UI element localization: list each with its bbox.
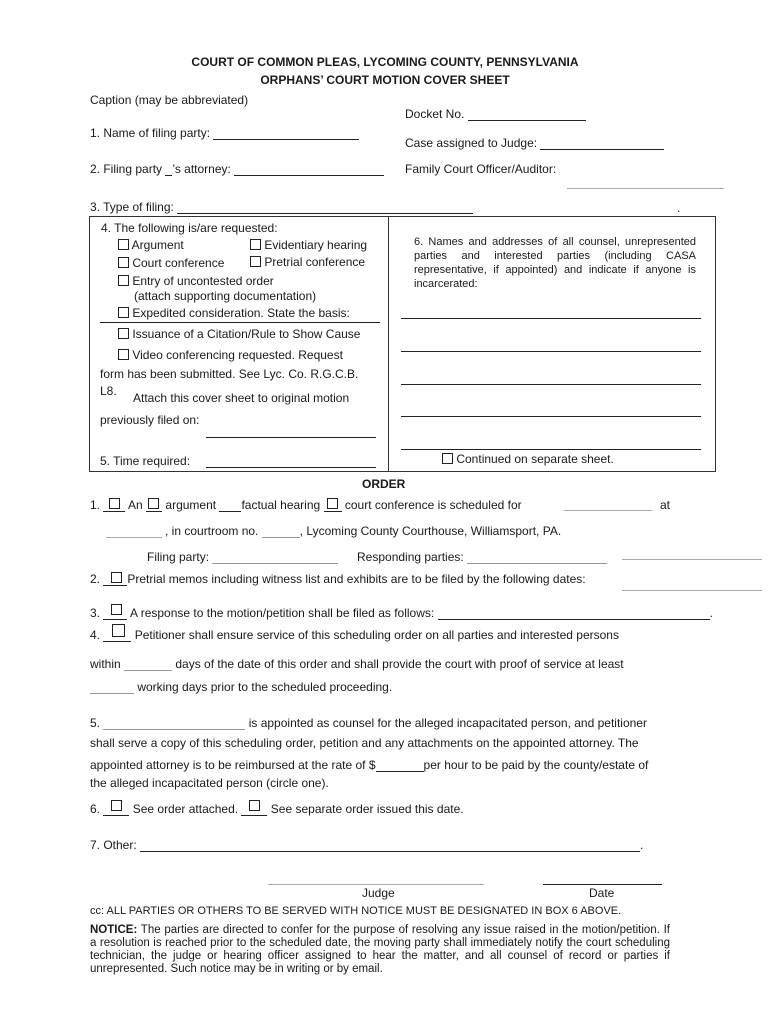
- order-item-3: 3. A response to the motion/petition shall be filed as follows: .: [90, 606, 713, 620]
- notice-label: NOTICE:: [90, 924, 138, 936]
- see-order-checkbox[interactable]: [111, 800, 122, 811]
- attach-text: Attach this cover sheet to original motion: [133, 391, 350, 405]
- pretrial-option: Pretrial conference: [250, 255, 365, 269]
- filing-party-field[interactable]: [213, 128, 359, 140]
- video-text-2: form has been submitted. See Lyc. Co. R.G.C.B.: [100, 367, 359, 381]
- order-item-1: 1. An argument factual hearing court conference is scheduled for: [90, 498, 522, 512]
- notice-text: The parties are directed to confer for the purpose of resolving any issue raised in the motion/petition. If a resolution is reached prior to the scheduled date, the moving party shall immediately notify the court scheduling technician, the judge or hearing officer assigned to hear the matter, and all counsel of record or parties if unrepresented. Such notice may be in writing or by email.: [90, 924, 670, 975]
- responding-parties-field[interactable]: [467, 552, 607, 564]
- courtroom-label: , in courtroom no. , Lycoming County Courthouse, Williamsport, PA.: [165, 524, 562, 538]
- item6a-blank[interactable]: [103, 804, 129, 816]
- caption-label: Caption (may be abbreviated): [90, 93, 249, 107]
- scheduled-date-field[interactable]: [564, 510, 652, 511]
- counsel-instructions: 6. Names and addresses of all counsel, unrepresented parties and interested parties (including CASA representative, if appointed) and indicate if anyone is incarcerated:: [414, 236, 696, 290]
- date-signature-line[interactable]: [543, 884, 662, 885]
- video-checkbox[interactable]: [118, 349, 129, 360]
- continued-option: Continued on separate sheet.: [442, 452, 614, 466]
- docket-label: Docket No.: [405, 107, 586, 121]
- pretrial-checkbox[interactable]: [250, 256, 261, 267]
- attorney-label: 2. Filing party ’s attorney:: [90, 162, 384, 176]
- other-field[interactable]: [140, 840, 640, 852]
- appointed-counsel-field[interactable]: [103, 718, 245, 730]
- counsel-line-2[interactable]: [401, 351, 701, 352]
- at-label: at: [660, 498, 671, 512]
- counsel-line-1[interactable]: [401, 318, 701, 319]
- factual-blank[interactable]: [219, 500, 241, 512]
- item2-checkbox[interactable]: [111, 572, 122, 583]
- box-divider: [388, 216, 389, 472]
- item5-line-4: the alleged incapacitated person (circle one).: [90, 776, 329, 790]
- within-days-field[interactable]: [124, 659, 172, 671]
- form-title: ORPHANS’ COURT MOTION COVER SHEET: [260, 73, 510, 87]
- item4-checkbox[interactable]: [112, 624, 125, 637]
- argument-blank[interactable]: [146, 500, 162, 512]
- order-item-4: 4. Petitioner shall ensure service of this scheduling order on all parties and interested persons: [90, 628, 619, 642]
- within-line: within days of the date of this order and shall provide the court with proof of service at least: [90, 657, 624, 671]
- docket-field[interactable]: [468, 109, 586, 121]
- judge-field[interactable]: [540, 138, 664, 150]
- order-heading: ORDER: [362, 477, 406, 491]
- filing-party-label: 1. Name of filing party:: [90, 126, 359, 140]
- entry-checkbox[interactable]: [118, 275, 129, 286]
- courtroom-field[interactable]: [262, 526, 300, 538]
- item4-blank[interactable]: [103, 630, 131, 642]
- judge-signature-line[interactable]: [268, 884, 484, 885]
- order-item-6: 6. See order attached. See separate order issued this date.: [90, 802, 464, 816]
- judge-caption: Judge: [362, 886, 395, 900]
- order-argument-checkbox[interactable]: [148, 498, 159, 509]
- order-item-7: 7. Other: .: [90, 838, 644, 852]
- responding-parties-field-2[interactable]: [622, 559, 762, 560]
- evidentiary-option: Evidentiary hearing: [250, 238, 367, 252]
- video-option: Video conferencing requested. Request: [118, 348, 343, 362]
- continued-checkbox[interactable]: [442, 453, 453, 464]
- citation-option: Issuance of a Citation/Rule to Show Cause: [118, 327, 360, 341]
- date-caption: Date: [589, 886, 615, 900]
- family-court-field[interactable]: [567, 188, 724, 189]
- item3-blank[interactable]: [103, 608, 127, 620]
- previously-filed-label: previously filed on:: [100, 413, 200, 427]
- separate-order-checkbox[interactable]: [249, 800, 260, 811]
- time-required-field[interactable]: [206, 467, 376, 468]
- counsel-line-3[interactable]: [401, 384, 701, 385]
- expedited-option: Expedited consideration. State the basis:: [118, 306, 350, 320]
- cc-notice: cc: ALL PARTIES OR OTHERS TO BE SERVED WITH NOTICE MUST BE DESIGNATED IN BOX 6 ABOVE.: [90, 905, 622, 917]
- item3-checkbox[interactable]: [111, 604, 122, 615]
- video-text-3: L8.: [100, 384, 117, 398]
- expedited-basis-line[interactable]: [100, 322, 380, 323]
- filing-party-order: Filing party:: [147, 550, 338, 564]
- court-conf-blank[interactable]: [324, 500, 342, 512]
- order-filing-party-field[interactable]: [212, 552, 338, 564]
- citation-checkbox[interactable]: [118, 328, 129, 339]
- responding-parties-label: Responding parties:: [357, 550, 607, 564]
- family-court-label: Family Court Officer/Auditor:: [405, 162, 557, 176]
- court-title: COURT OF COMMON PLEAS, LYCOMING COUNTY, PENNSYLVANIA: [191, 55, 579, 69]
- item5-line-2: shall serve a copy of this scheduling order, petition and any attachments on the appointed attorney. The: [90, 736, 639, 750]
- item5-line-3: appointed attorney is to be reimbursed at the rate of $ per hour to be paid by the county/estate of: [90, 758, 649, 772]
- expedited-checkbox[interactable]: [118, 307, 129, 318]
- pretrial-dates-field[interactable]: [622, 590, 762, 591]
- previously-filed-field[interactable]: [206, 437, 376, 438]
- response-field[interactable]: [438, 608, 710, 620]
- argument-option: Argument: [118, 238, 184, 252]
- order-item-5: 5. is appointed as counsel for the alleged incapacitated person, and petitioner: [90, 716, 647, 730]
- judge-label: Case assigned to Judge:: [405, 136, 664, 150]
- order-court-conference-checkbox[interactable]: [327, 498, 338, 509]
- item1-blank[interactable]: [103, 500, 125, 512]
- type-of-filing-label: 3. Type of filing:: [90, 200, 473, 214]
- argument-checkbox[interactable]: [118, 239, 129, 250]
- time-required-label: 5. Time required:: [100, 454, 191, 468]
- court-conference-checkbox[interactable]: [118, 257, 129, 268]
- counsel-line-4[interactable]: [401, 416, 701, 417]
- court-conference-option: Court conference: [118, 256, 224, 270]
- requested-heading: 4. The following is/are requested:: [101, 221, 278, 235]
- item6b-blank[interactable]: [241, 804, 267, 816]
- working-days-field[interactable]: [90, 682, 134, 694]
- attorney-field[interactable]: [234, 164, 384, 176]
- notice-paragraph: [90, 924, 670, 976]
- entry-note: (attach supporting documentation): [134, 289, 317, 303]
- item1-checkbox[interactable]: [109, 498, 120, 509]
- entry-option: Entry of uncontested order: [118, 274, 274, 288]
- type-period: .: [677, 201, 681, 215]
- hourly-rate-field[interactable]: [376, 760, 424, 772]
- item2-blank[interactable]: [103, 574, 127, 586]
- time-field[interactable]: [106, 537, 162, 538]
- order-item-2: 2. Pretrial memos including witness list and exhibits are to be filed by the following dates:: [90, 572, 586, 586]
- type-of-filing-field[interactable]: [177, 202, 473, 214]
- evidentiary-checkbox[interactable]: [250, 239, 261, 250]
- working-days-line: working days prior to the scheduled proceeding.: [90, 680, 392, 694]
- counsel-line-5[interactable]: [401, 449, 701, 450]
